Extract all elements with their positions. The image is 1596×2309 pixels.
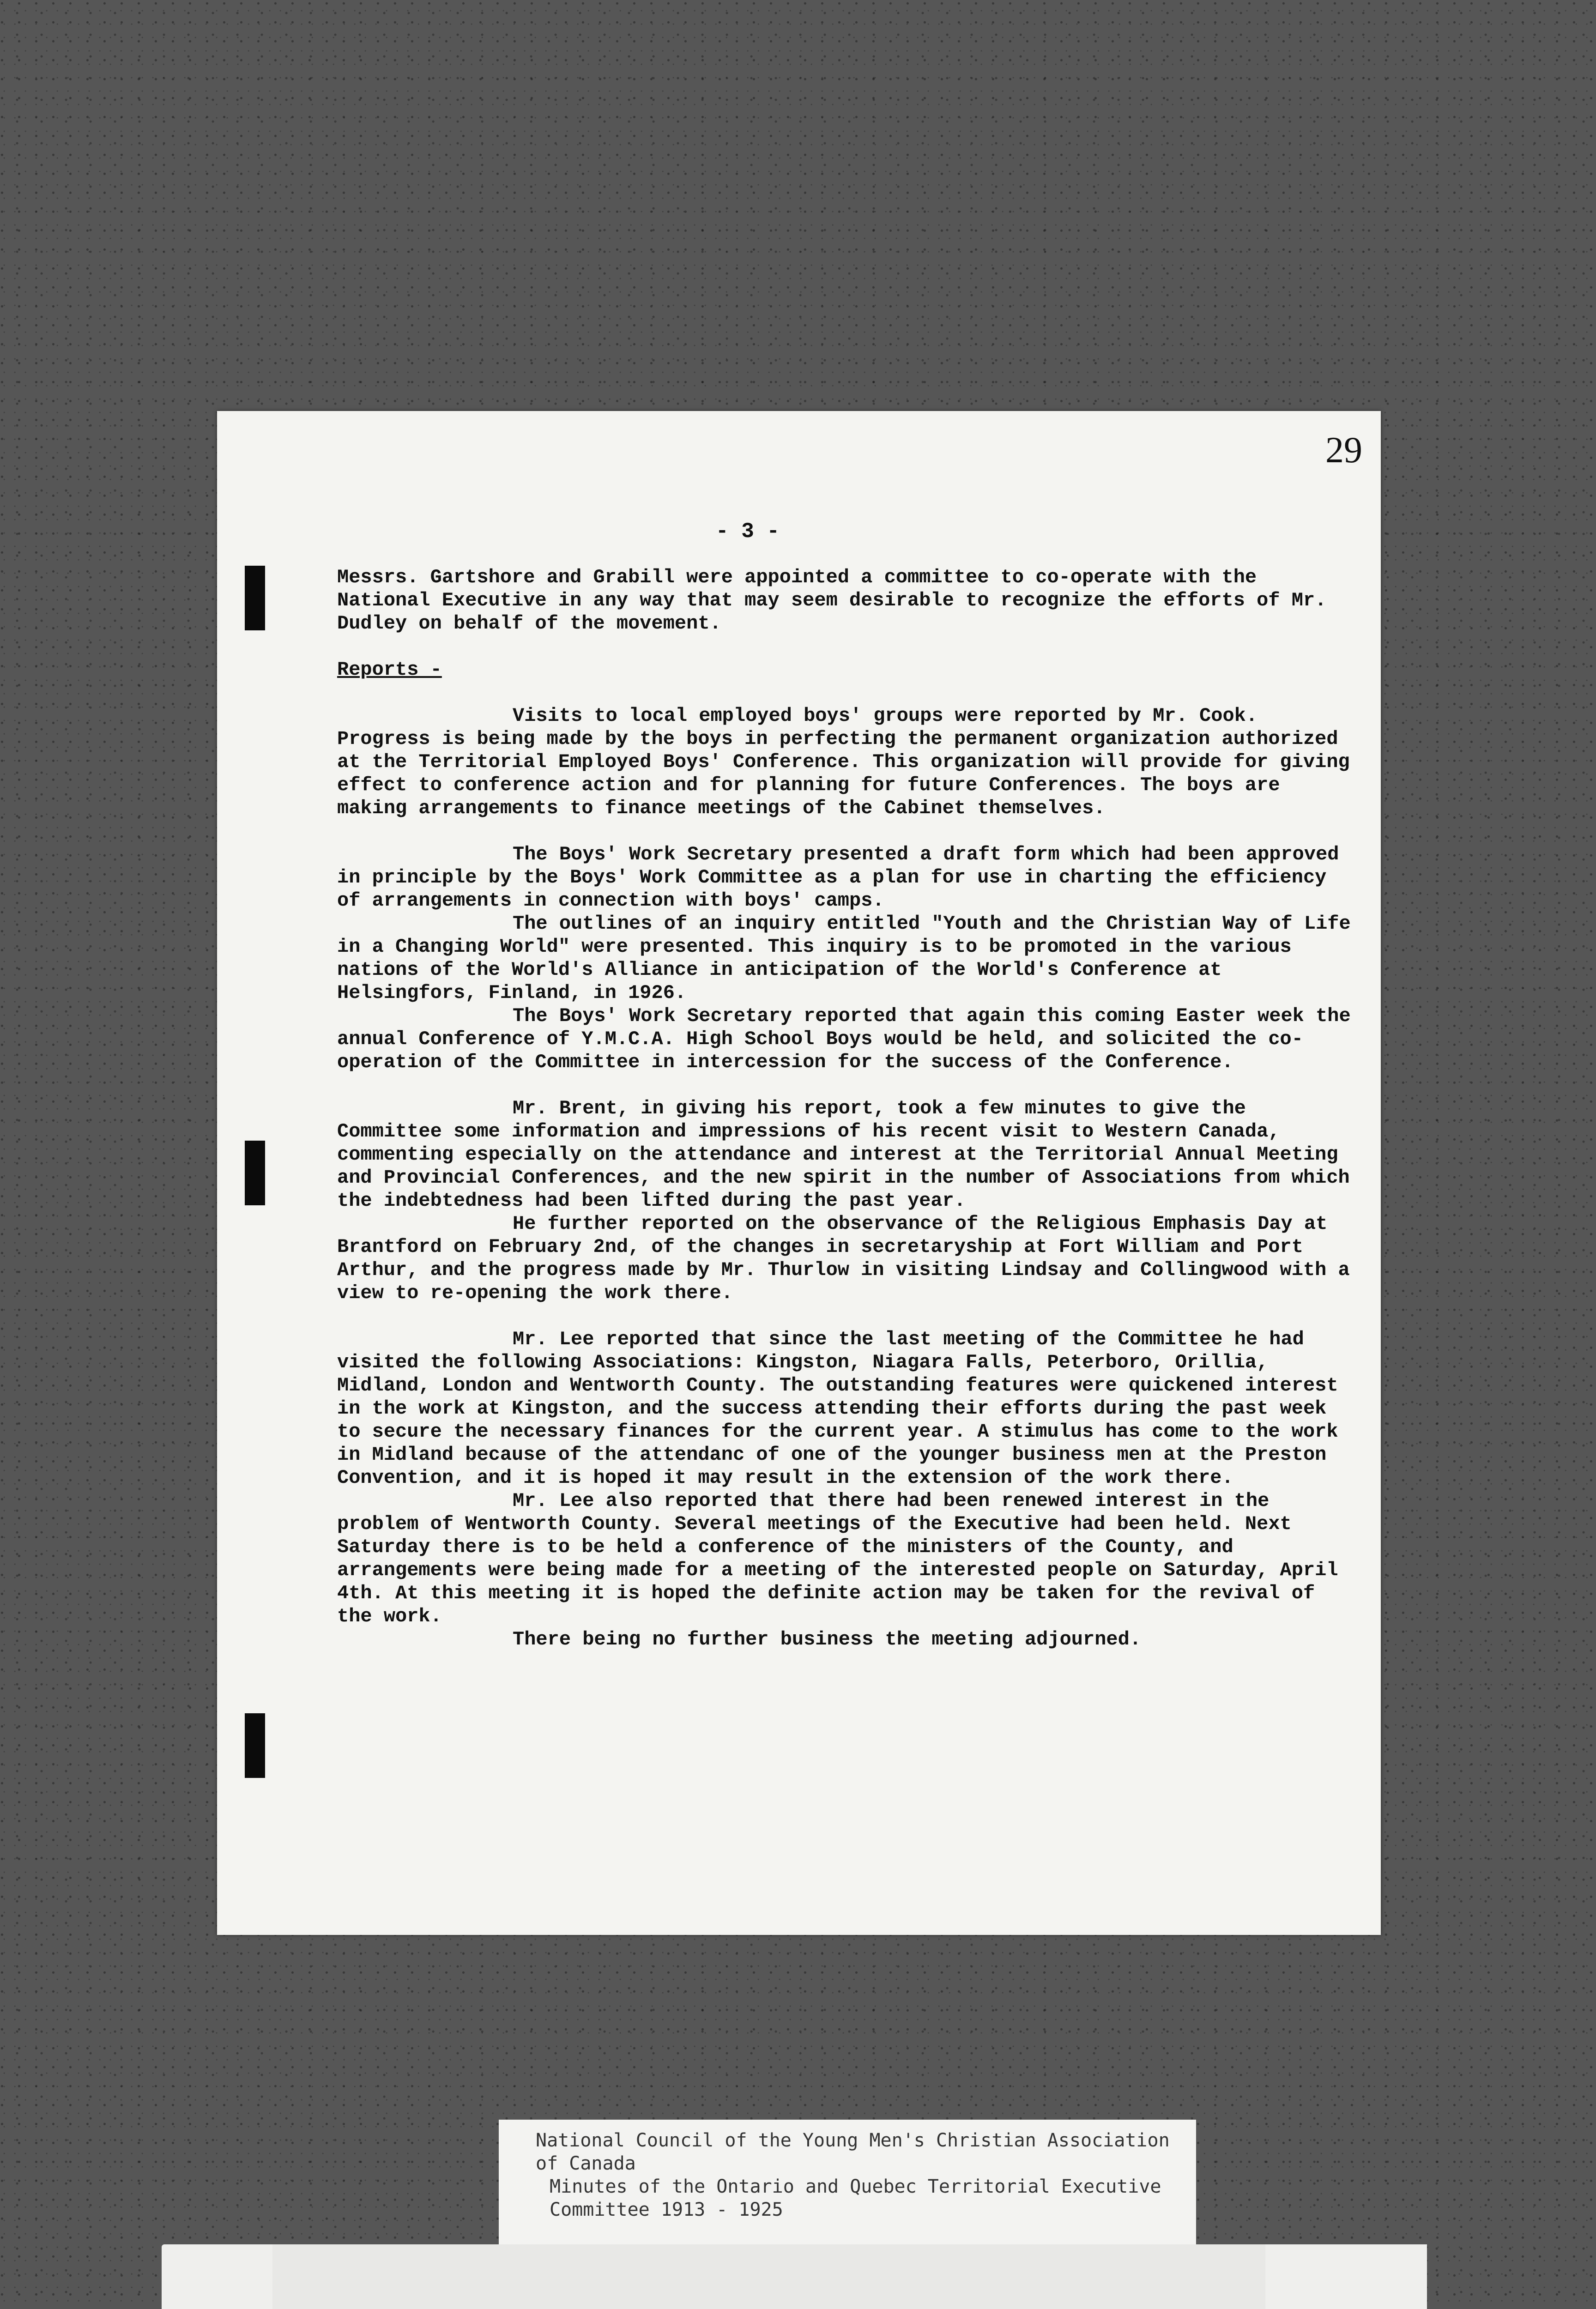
catalog-card	[499, 2120, 1196, 2254]
archive-stamp	[162, 2244, 1427, 2309]
paragraph: The Boys' Work Secretary reported that again this coming Easter week the annual Conference of Y.M.C.A. High School Boys would be held, and solicited the co-operation of the Committee in intercession for the success of the Conference.	[337, 1005, 1362, 1073]
catalog-line: National Council of the Young Men's Christian Association	[536, 2130, 1170, 2151]
paragraph: The outlines of an inquiry entitled "Youth and the Christian Way of Life in a Changing World" were presented. This inquiry is to be promoted in the various nations of the World's Alliance in anticipation of the World's Conference at Helsingfors, Finland, in 1926.	[337, 913, 1362, 1004]
page-number: - 3 -	[716, 520, 780, 544]
paragraph: He further reported on the observance of the Religious Emphasis Day at Brantford on February 2nd, of the changes in secretaryship at Fort William and Port Arthur, and the progress made by Mr. Thurlow in visiting Lindsay and Collingwood with a view to re-opening the work there.	[337, 1213, 1361, 1304]
paragraph: Messrs. Gartshore and Grabill were appointed a committee to co-operate with the National Executive in any way that may seem desirable to recognize the efforts of Mr. Dudley on behalf of the movement.	[337, 566, 1338, 635]
registration-mark	[245, 1141, 265, 1205]
folio-number: 29	[1325, 430, 1362, 471]
catalog-line: Committee 1913 - 1925	[550, 2199, 783, 2220]
closing-line: There being no further business the meeting adjourned.	[513, 1628, 1142, 1650]
paragraph: Mr. Brent, in giving his report, took a few minutes to give the Committee some information and impressions of his recent visit to Western Canada, commenting especially on the attendance and interest at the Territorial Annual Meeting and Provincial Conferences, and the new spirit in the number of Associations from which the indebtedness had been lifted during the past year.	[337, 1097, 1361, 1212]
document-page	[217, 411, 1381, 1935]
catalog-line: Minutes of the Ontario and Quebec Territorial Executive	[550, 2176, 1161, 2197]
paragraph: The Boys' Work Secretary presented a draft form which had been approved in principle by the Boys' Work Committee as a plan for use in charting the efficiency of arrangements in connection with boys' camps.	[337, 843, 1351, 912]
paragraph: Mr. Lee reported that since the last meeting of the Committee he had visited the following Associations: Kingston, Niagara Falls, Peterboro, Orillia, Midland, London and Wentworth County. The outstanding features were quickened interest in the work at Kingston, and the success attending their efforts during the past week to secure the necessary finances for the current year. A stimulus has come to the work in Midland because of the attendanc of one of the younger business men at the Preston Convention, and it is hoped it may result in the extension of the work there.	[337, 1328, 1350, 1489]
section-heading: Reports -	[337, 659, 442, 681]
registration-mark	[245, 1713, 265, 1778]
stamp-card-slot	[272, 2244, 1265, 2309]
registration-mark	[245, 566, 265, 630]
paragraph: Visits to local employed boys' groups were reported by Mr. Cook. Progress is being made by the boys in perfecting the permanent organization authorized at the Territorial Employed Boys' Conference. This organization will provide for giving effect to conference action and for planning for future Conferences. The boys are making arrangements to finance meetings of the Cabinet themselves.	[337, 705, 1361, 819]
paragraph: Mr. Lee also reported that there had been renewed interest in the problem of Wentworth County. Several meetings of the Executive had been held. Next Saturday there is to be held a conference of the ministers of the County, and arrangements were being made for a meeting of the interested people on Saturday, April 4th. At this meeting it is hoped the definite action may be taken for the revival of the work.	[337, 1490, 1350, 1627]
minutes-body	[337, 566, 1362, 1651]
catalog-line: of Canada	[536, 2153, 636, 2174]
